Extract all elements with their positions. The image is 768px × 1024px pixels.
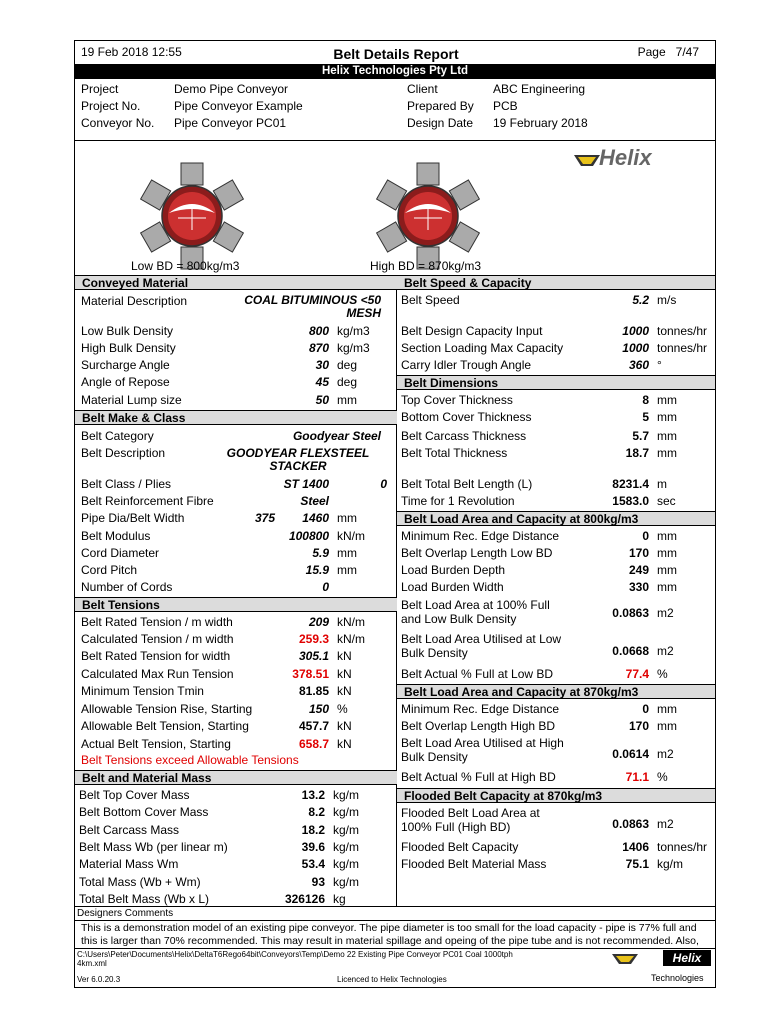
top-cover-thickness-value: 8 bbox=[642, 393, 649, 407]
low-bulk-density-label: Low Bulk Density bbox=[81, 324, 174, 338]
load-area-util-high-label-1: Belt Load Area Utilised at High bbox=[401, 736, 564, 750]
lump-size-value: 50 bbox=[315, 393, 329, 407]
divider bbox=[75, 948, 715, 949]
load-area-util-low-label-2: Bulk Density bbox=[401, 646, 468, 660]
pct-full-high-value: 71.1 bbox=[625, 770, 649, 784]
total-belt-mass-value: 326126 bbox=[284, 892, 325, 906]
burden-depth-label: Load Burden Depth bbox=[401, 563, 506, 577]
top-cover-mass-label: Belt Top Cover Mass bbox=[79, 788, 190, 802]
comments-text: This is a demonstration model of an existing pipe conveyor. The pipe diameter is too small for the load capacity - pipe is 77% full and this is larger than 70% recommended. This may result in material spillage and opeing of the pipe tube and is not recommended. Also, bbox=[81, 922, 699, 947]
calculated-tension-label: Calculated Tension / m width bbox=[81, 632, 234, 646]
material-description-value: COAL BITUMINOUS <50 MESH bbox=[244, 293, 381, 320]
surcharge-angle-label: Surcharge Angle bbox=[81, 358, 170, 372]
high-bulk-density-label: High Bulk Density bbox=[81, 341, 176, 355]
flooded-area-unit: m2 bbox=[657, 817, 674, 831]
burden-width-unit: mm bbox=[657, 580, 677, 594]
section-belt-dimensions: Belt Dimensions bbox=[397, 375, 715, 390]
pipe-dia-value: 375 bbox=[254, 511, 275, 525]
load-area-util-high-label-2: Bulk Density bbox=[401, 750, 468, 764]
footer-logo-icon bbox=[611, 952, 639, 966]
flooded-mass-label: Flooded Belt Material Mass bbox=[401, 857, 547, 871]
pct-full-low-label: Belt Actual % Full at Low BD bbox=[401, 667, 554, 681]
belt-speed-value: 5.2 bbox=[632, 293, 649, 307]
section-loading-label: Section Loading Max Capacity bbox=[401, 341, 564, 355]
actual-tension-label: Actual Belt Tension, Starting bbox=[81, 737, 231, 751]
flooded-area-value: 0.0863 bbox=[612, 817, 649, 831]
angle-of-repose-value: 45 bbox=[315, 375, 329, 389]
min-tension-value: 81.85 bbox=[298, 684, 329, 698]
load-area-full-label-2: and Low Bulk Density bbox=[401, 612, 517, 626]
carcass-thickness-value: 5.7 bbox=[632, 429, 649, 443]
carcass-mass-value: 18.2 bbox=[301, 823, 325, 837]
max-run-tension-value: 378.51 bbox=[292, 667, 329, 681]
version: Ver 6.0.20.3 bbox=[77, 975, 121, 984]
bottom-cover-thickness-value: 5 bbox=[642, 410, 649, 424]
belt-description-label: Belt Description bbox=[81, 446, 166, 460]
load-area-util-high-unit: m2 bbox=[657, 747, 674, 761]
belt-plies-value: 0 bbox=[380, 477, 387, 491]
burden-depth-value: 249 bbox=[628, 563, 649, 577]
belt-description-line2: STACKER bbox=[269, 459, 327, 473]
max-run-tension-label: Calculated Max Run Tension bbox=[81, 667, 234, 681]
load-area-full-unit: m2 bbox=[657, 606, 674, 620]
low-bulk-density-value: 800 bbox=[308, 324, 329, 338]
belt-mass-wb-unit: kg/m bbox=[333, 840, 360, 854]
file-path-line2: 4km.xml bbox=[77, 959, 107, 968]
rated-tension-label: Belt Rated Tension / m width bbox=[81, 615, 233, 629]
report-date: 19 Feb 2018 12:55 bbox=[81, 45, 182, 59]
load-area-util-low-value: 0.0668 bbox=[612, 644, 649, 658]
load-area-util-low-unit: m2 bbox=[657, 644, 674, 658]
overlap-low-value: 170 bbox=[628, 546, 649, 560]
belt-length-unit: m bbox=[657, 477, 667, 491]
burden-width-value: 330 bbox=[628, 580, 649, 594]
pipe-cross-section-high bbox=[361, 161, 495, 271]
client-label: Client bbox=[407, 82, 438, 96]
load-area-util-low-label-1: Belt Load Area Utilised at Low bbox=[401, 632, 562, 646]
footer-logo-sub: Technologies bbox=[651, 973, 704, 983]
design-date-value: 19 February 2018 bbox=[493, 116, 588, 130]
company-banner: Helix Technologies Pty Ltd bbox=[75, 64, 715, 79]
pipe-cross-section-low bbox=[125, 161, 259, 271]
load-area-full-value: 0.0863 bbox=[612, 606, 649, 620]
report-title: Belt Details Report bbox=[333, 46, 459, 62]
flooded-capacity-unit: tonnes/hr bbox=[657, 840, 708, 854]
belt-width-unit: mm bbox=[337, 511, 357, 525]
total-thickness-label: Belt Total Thickness bbox=[401, 446, 508, 460]
belt-length-value: 8231.4 bbox=[612, 477, 649, 491]
material-mass-wm-unit: kg/m bbox=[333, 857, 360, 871]
min-tension-label: Minimum Tension Tmin bbox=[81, 684, 204, 698]
comments-title: Designers Comments bbox=[77, 908, 174, 919]
design-capacity-unit: tonnes/hr bbox=[657, 324, 708, 338]
belt-modulus-unit: kN/m bbox=[337, 529, 365, 543]
overlap-high-unit: mm bbox=[657, 719, 677, 733]
belt-description-line1: GOODYEAR FLEXSTEEL bbox=[226, 446, 370, 460]
carcass-mass-label: Belt Carcass Mass bbox=[79, 823, 180, 837]
carcass-mass-unit: kg/m bbox=[333, 823, 360, 837]
flooded-mass-value: 75.1 bbox=[625, 857, 649, 871]
project-no-label: Project No. bbox=[81, 99, 141, 113]
cord-diameter-value: 5.9 bbox=[312, 546, 329, 560]
revolution-time-value: 1583.0 bbox=[612, 494, 649, 508]
carcass-thickness-unit: mm bbox=[657, 429, 677, 443]
material-description-label: Material Description bbox=[81, 294, 188, 308]
tension-rise-value: 150 bbox=[308, 702, 329, 716]
bottom-cover-mass-unit: kg/m bbox=[333, 805, 360, 819]
belt-width-value: 1460 bbox=[302, 511, 329, 525]
material-mass-wm-label: Material Mass Wm bbox=[79, 857, 179, 871]
belt-speed-unit: m/s bbox=[657, 293, 677, 307]
file-path-line1: C:\Users\Peter\Documents\Helix\DeltaT6Rego64bit\Conveyors\Temp\Demo 22 Existing Pipe Conveyor PC01 Coal 1000tph bbox=[77, 950, 513, 959]
reinforcement-fibre-value: Steel bbox=[300, 494, 329, 508]
overlap-low-label: Belt Overlap Length Low BD bbox=[401, 546, 553, 560]
bottom-cover-mass-value: 8.2 bbox=[308, 805, 325, 819]
burden-width-label: Load Burden Width bbox=[401, 580, 504, 594]
belt-category-label: Belt Category bbox=[81, 429, 154, 443]
load-area-util-high-value: 0.0614 bbox=[612, 747, 649, 761]
design-date-label: Design Date bbox=[407, 116, 474, 130]
number-of-cords-value: 0 bbox=[322, 580, 329, 594]
total-mass-value: 93 bbox=[311, 875, 325, 889]
revolution-time-label: Time for 1 Revolution bbox=[401, 494, 515, 508]
edge-distance-870-unit: mm bbox=[657, 702, 677, 716]
footer-logo bbox=[611, 950, 711, 968]
rated-tension-width-label: Belt Rated Tension for width bbox=[81, 649, 231, 663]
number-of-cords-label: Number of Cords bbox=[81, 580, 173, 594]
low-bulk-density-unit: kg/m3 bbox=[337, 324, 370, 338]
belt-length-label: Belt Total Belt Length (L) bbox=[401, 477, 533, 491]
section-loading-unit: tonnes/hr bbox=[657, 341, 708, 355]
prepared-by-value: PCB bbox=[493, 99, 518, 113]
helix-logo-icon bbox=[573, 151, 601, 169]
belt-mass-wb-value: 39.6 bbox=[301, 840, 325, 854]
section-load-800: Belt Load Area and Capacity at 800kg/m3 bbox=[397, 511, 715, 526]
reinforcement-fibre-label: Belt Reinforcement Fibre bbox=[81, 494, 214, 508]
section-loading-value: 1000 bbox=[622, 341, 649, 355]
project-value: Demo Pipe Conveyor bbox=[174, 82, 289, 96]
project-no-value: Pipe Conveyor Example bbox=[174, 99, 303, 113]
load-area-full-label-1: Belt Load Area at 100% Full bbox=[401, 598, 550, 612]
belt-speed-label: Belt Speed bbox=[401, 293, 460, 307]
conveyor-no-label: Conveyor No. bbox=[81, 116, 155, 130]
top-cover-thickness-label: Top Cover Thickness bbox=[401, 393, 513, 407]
max-run-tension-unit: kN bbox=[337, 667, 352, 681]
actual-tension-value: 658.7 bbox=[298, 737, 329, 751]
tension-warning: Belt Tensions exceed Allowable Tensions bbox=[81, 753, 299, 767]
overlap-high-label: Belt Overlap Length High BD bbox=[401, 719, 556, 733]
trough-angle-unit: ° bbox=[657, 358, 662, 372]
rated-tension-unit: kN/m bbox=[337, 615, 365, 629]
divider bbox=[75, 906, 715, 907]
edge-distance-800-unit: mm bbox=[657, 529, 677, 543]
conveyor-no-value: Pipe Conveyor PC01 bbox=[174, 116, 287, 130]
edge-distance-800-value: 0 bbox=[642, 529, 649, 543]
pipe-dia-label: Pipe Dia/Belt Width bbox=[81, 511, 185, 525]
overlap-high-value: 170 bbox=[628, 719, 649, 733]
calculated-tension-value: 259.3 bbox=[298, 632, 329, 646]
cord-diameter-unit: mm bbox=[337, 546, 357, 560]
high-bulk-density-unit: kg/m3 bbox=[337, 341, 370, 355]
bottom-cover-mass-label: Belt Bottom Cover Mass bbox=[79, 805, 209, 819]
divider bbox=[75, 920, 715, 921]
cord-pitch-label: Cord Pitch bbox=[81, 563, 138, 577]
project-label: Project bbox=[81, 82, 119, 96]
bottom-cover-thickness-label: Bottom Cover Thickness bbox=[401, 410, 532, 424]
total-thickness-value: 18.7 bbox=[625, 446, 649, 460]
bottom-cover-thickness-unit: mm bbox=[657, 410, 677, 424]
flooded-capacity-value: 1406 bbox=[622, 840, 649, 854]
design-capacity-value: 1000 bbox=[622, 324, 649, 338]
high-bulk-density-value: 870 bbox=[308, 341, 329, 355]
section-belt-speed: Belt Speed & Capacity bbox=[397, 275, 715, 290]
edge-distance-870-label: Minimum Rec. Edge Distance bbox=[401, 702, 560, 716]
pct-full-high-label: Belt Actual % Full at High BD bbox=[401, 770, 556, 784]
divider bbox=[75, 140, 715, 141]
tension-rise-unit: % bbox=[337, 702, 348, 716]
min-tension-unit: kN bbox=[337, 684, 352, 698]
trough-angle-label: Carry Idler Trough Angle bbox=[401, 358, 532, 372]
trough-angle-value: 360 bbox=[628, 358, 649, 372]
burden-depth-unit: mm bbox=[657, 563, 677, 577]
top-cover-thickness-unit: mm bbox=[657, 393, 677, 407]
section-belt-make: Belt Make & Class bbox=[75, 410, 397, 425]
client-value: ABC Engineering bbox=[493, 82, 586, 96]
revolution-time-unit: sec bbox=[657, 494, 676, 508]
angle-of-repose-unit: deg bbox=[337, 375, 358, 389]
belt-class-value: ST 1400 bbox=[283, 477, 329, 491]
tension-rise-label: Allowable Tension Rise, Starting bbox=[81, 702, 253, 716]
surcharge-angle-value: 30 bbox=[315, 358, 329, 372]
section-belt-tensions: Belt Tensions bbox=[75, 597, 397, 612]
allowable-tension-unit: kN bbox=[337, 719, 352, 733]
rated-tension-width-unit: kN bbox=[337, 649, 352, 663]
prepared-by-label: Prepared By bbox=[407, 99, 474, 113]
flooded-area-label-2: 100% Full (High BD) bbox=[401, 820, 511, 834]
pct-full-high-unit: % bbox=[657, 770, 668, 784]
total-thickness-unit: mm bbox=[657, 446, 677, 460]
lump-size-unit: mm bbox=[337, 393, 357, 407]
material-mass-wm-value: 53.4 bbox=[301, 857, 325, 871]
carcass-thickness-label: Belt Carcass Thickness bbox=[401, 429, 527, 443]
section-belt-material-mass: Belt and Material Mass bbox=[75, 770, 397, 785]
section-load-870: Belt Load Area and Capacity at 870kg/m3 bbox=[397, 684, 715, 699]
actual-tension-unit: kN bbox=[337, 737, 352, 751]
surcharge-angle-unit: deg bbox=[337, 358, 358, 372]
page-number: Page 7/47 bbox=[637, 45, 699, 59]
design-capacity-label: Belt Design Capacity Input bbox=[401, 324, 543, 338]
angle-of-repose-label: Angle of Repose bbox=[81, 375, 170, 389]
total-mass-unit: kg/m bbox=[333, 875, 360, 889]
cord-pitch-value: 15.9 bbox=[305, 563, 329, 577]
low-bd-label: Low BD = 800kg/m3 bbox=[131, 259, 240, 273]
cord-diameter-label: Cord Diameter bbox=[81, 546, 160, 560]
overlap-low-unit: mm bbox=[657, 546, 677, 560]
belt-modulus-value: 100800 bbox=[288, 529, 329, 543]
belt-modulus-label: Belt Modulus bbox=[81, 529, 151, 543]
pct-full-low-unit: % bbox=[657, 667, 668, 681]
edge-distance-800-label: Minimum Rec. Edge Distance bbox=[401, 529, 560, 543]
report-page: 19 Feb 2018 12:55 Belt Details Report Page 7/47 Helix Technologies Pty Ltd Project Demo Pipe Conveyor Project No. Pipe Conveyor Example Conveyor No. Pipe Conveyor PC01 Client ABC Engineering Prepared By PCB Design Date 19 February 2018 Helix Low BD = 800kg/m3 High BD = 870kg/m3 Conveyed Material Material Description COAL BITUMINOUS <50 MESH Low Bulk Density 800 kg/m3 High Bulk Density 870 kg/m3 Surcharge Angle 30 deg Angle of Repose 45 deg Material Lump size 50 mm Belt Make & Class Belt Category Goodyear Steel Belt Description GOODYEAR FLEXSTEEL STACKER Belt Class / Plies ST 1400 0 Belt Reinforcement Fibre Steel Pipe Dia/Belt Width 375 1460 mm Belt Modulus 100800 kN/m Cord Diameter 5.9 mm Cord Pitch 15.9 mm Number of Cords 0 Belt Tensions Belt Rated Tension / m width 209 kN/m Calculated Tension / m width 259.3 kN/m Belt Rated Tension for width 305.1 kN Calculated Max Run Tension 378.51 kN Minimum Tension Tmin 81.85 kN Allowable Tension Rise, Starting 150 % Allowable Belt Tension, Starting 457.7 kN Actual Belt Tension, Starting 658.7 kN Belt Tensions exceed Allowable Tensions Belt and Material Mass Belt Top Cover Mass 13.2 kg/m Belt Bottom Cover Mass 8.2 kg/m Belt Carcass Mass 18.2 kg/m Belt Mass Wb (per linear m) 39.6 kg/m Material Mass Wm 53.4 kg/m Total Mass (Wb + Wm) 93 kg/m Total Belt Mass (Wb x L) 326126 kg Belt Speed & Capacity Belt Speed 5.2 m/s Belt Design Capacity Input 1000 tonnes/hr Section Loading Max Capacity 1000 tonnes/hr Carry Idler Trough Angle 360 ° Belt Dimensions Top Cover Thickness 8 mm Bottom Cover Thickness 5 mm Belt Carcass Thickness 5.7 mm Belt Total Thickness 18.7 mm Belt Total Belt Length (L) 8231.4 m Time for 1 Revolution 1583.0 sec Belt Load Area and Capacity at 800kg/m3 Minimum Rec. Edge Distance 0 mm Belt Overlap Length Low BD 170 mm Load Burden Depth 249 mm Load Burden Width 330 mm Belt Load Area at 100% Full and Low Bulk Density 0.0863 m2 Belt Load Area Utilised at Low Bulk Density 0.0668 m2 Belt Actual % Full at Low BD 77.4 % Belt Load Area and Capacity at 870kg/m3 Minimum Rec. Edge Distance 0 mm Belt Overlap Length High BD 170 mm Belt Load Area Utilised at High Bulk Density 0.0614 m2 Belt Actual % Full at High BD 71.1 % Flooded Belt Capacity at 870kg/m3 Flooded Belt Load Area at 100% Full (High BD) 0.0863 m2 Flooded Belt Capacity 1406 tonnes/hr Flooded Belt Material Mass 75.1 kg/m Designers Comments This is a demonstration model of an existing pipe conveyor. The pipe diameter is too small for the load capacity - pipe is 77% full and this is larger than 70% recommended. This may result in material spillage and opeing of the pipe tube and is not recommended. Also, C:\Users\Peter\Documents\Helix\DeltaT6Rego64bit\Conveyors\Temp\Demo 22 Existing Pipe Conveyor PC01 Coal 1000tph 4km.xml Ver 6.0.20.3 Licenced to Helix Technologies Helix Technologies bbox=[74, 40, 716, 988]
allowable-tension-value: 457.7 bbox=[298, 719, 329, 733]
belt-category-value: Goodyear Steel bbox=[292, 429, 381, 443]
high-bd-label: High BD = 870kg/m3 bbox=[370, 259, 482, 273]
rated-tension-width-value: 305.1 bbox=[298, 649, 329, 663]
lump-size-label: Material Lump size bbox=[81, 393, 182, 407]
column-divider bbox=[396, 276, 397, 907]
total-mass-label: Total Mass (Wb + Wm) bbox=[79, 875, 201, 889]
cord-pitch-unit: mm bbox=[337, 563, 357, 577]
total-belt-mass-label: Total Belt Mass (Wb x L) bbox=[79, 892, 210, 906]
flooded-mass-unit: kg/m bbox=[657, 857, 684, 871]
section-flooded: Flooded Belt Capacity at 870kg/m3 bbox=[397, 788, 715, 803]
flooded-capacity-label: Flooded Belt Capacity bbox=[401, 840, 519, 854]
top-cover-mass-value: 13.2 bbox=[301, 788, 325, 802]
belt-mass-wb-label: Belt Mass Wb (per linear m) bbox=[79, 840, 228, 854]
allowable-tension-label: Allowable Belt Tension, Starting bbox=[81, 719, 249, 733]
pct-full-low-value: 77.4 bbox=[625, 667, 649, 681]
flooded-area-label-1: Flooded Belt Load Area at bbox=[401, 806, 540, 820]
top-cover-mass-unit: kg/m bbox=[333, 788, 360, 802]
rated-tension-value: 209 bbox=[308, 615, 329, 629]
licence: Licenced to Helix Technologies bbox=[337, 975, 447, 984]
edge-distance-870-value: 0 bbox=[642, 702, 649, 716]
belt-class-label: Belt Class / Plies bbox=[81, 477, 172, 491]
section-conveyed-material: Conveyed Material bbox=[75, 275, 397, 290]
total-belt-mass-unit: kg bbox=[333, 892, 346, 906]
footer-logo-text: Helix bbox=[663, 950, 711, 966]
calculated-tension-unit: kN/m bbox=[337, 632, 365, 646]
